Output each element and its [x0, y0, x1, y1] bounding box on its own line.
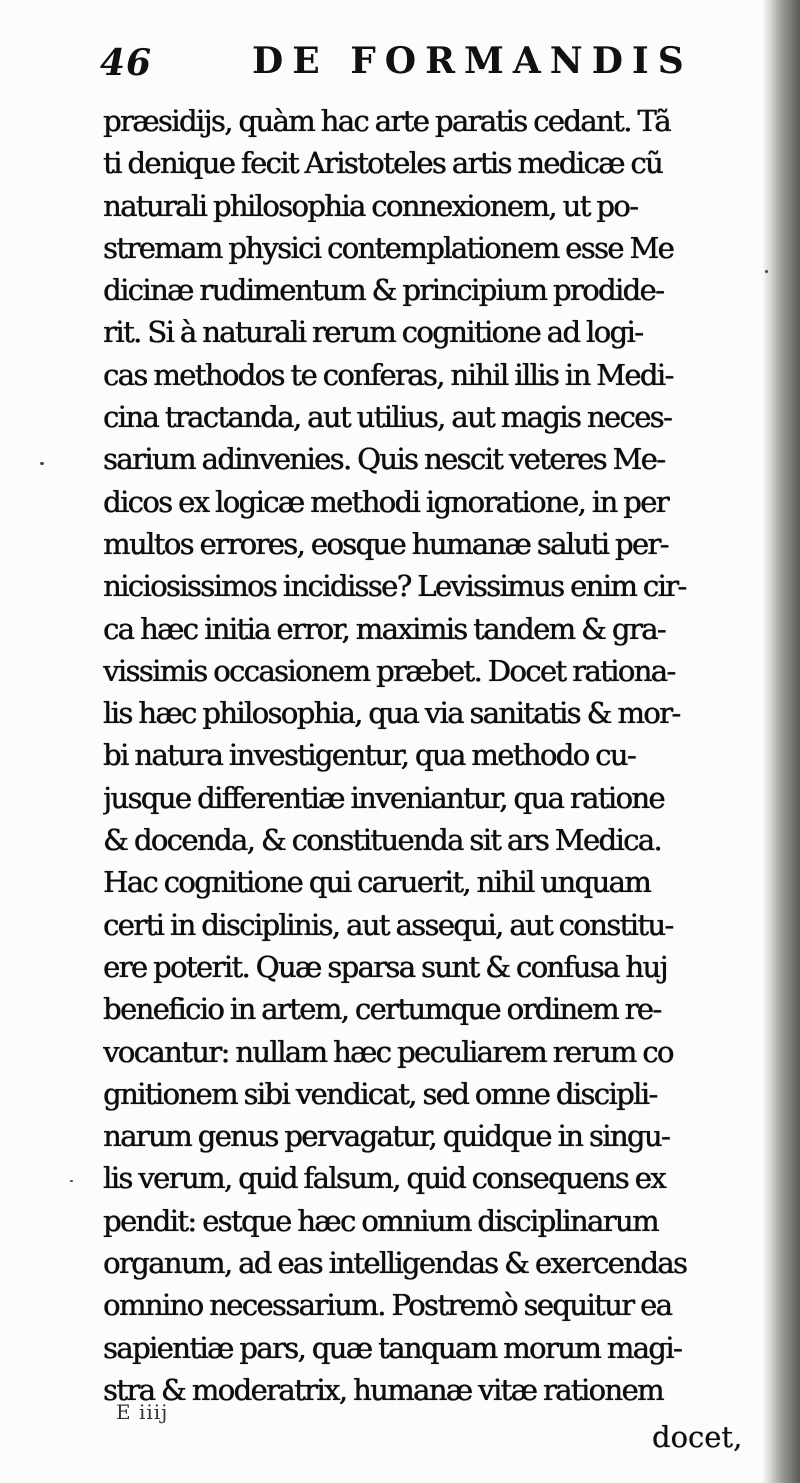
- text-line: bi natura investigentur, qua methodo cu-: [103, 738, 636, 773]
- text-line: sapientiæ pars, quæ tanquam morum magi-: [103, 1330, 682, 1365]
- ink-speck: [40, 462, 44, 465]
- body-text: [103, 100, 771, 1411]
- text-line: pendit: estque hæc omnium disciplinarum: [103, 1203, 658, 1238]
- text-line: vissimis occasionem præbet. Docet rationa-: [103, 653, 675, 688]
- text-line: lis hæc philosophia, qua via sanitatis & mor-: [103, 696, 680, 731]
- text-line: certi in disciplinis, aut assequi, aut constitu-: [103, 907, 673, 942]
- text-line: cina tractanda, aut utilius, aut magis neces-: [103, 400, 672, 435]
- text-line: narum genus pervagatur, quidque in singu-: [103, 1119, 670, 1154]
- page-number: 46: [100, 42, 153, 84]
- text-line: organum, ad eas intelligendas & exercendas: [103, 1246, 687, 1281]
- text-line: gnitionem sibi vendicat, sed omne discipli-: [103, 1076, 657, 1111]
- page-header: [100, 38, 750, 88]
- text-line: ere poterit. Quæ sparsa sunt & confusa huj: [103, 949, 667, 984]
- text-line: multos errores, eosque humanæ saluti per-: [103, 526, 668, 561]
- text-line: dicinæ rudimentum & principium prodide-: [103, 273, 664, 308]
- text-line: sarium adinvenies. Quis nescit veteres Me-: [103, 442, 665, 477]
- text-line: Hac cognitione qui caruerit, nihil unquam: [103, 865, 651, 900]
- text-line: & docenda, & constituenda sit ars Medica.: [103, 823, 662, 858]
- text-line: stra & moderatrix, humanæ vitæ rationem: [103, 1372, 663, 1407]
- text-line: ti denique fecit Aristoteles artis medicæ cũ: [103, 146, 663, 181]
- text-line: vocantur: nullam hæc peculiarem rerum co: [103, 1034, 673, 1069]
- text-line: stremam physici contemplationem esse Me: [103, 230, 674, 265]
- text-line: jusque differentiæ inveniantur, qua ratione: [103, 780, 664, 815]
- running-head: DE FORMANDIS: [252, 40, 693, 82]
- ink-speck: [70, 1180, 73, 1182]
- catchword: docet,: [652, 1420, 743, 1454]
- text-line: dicos ex logicæ methodi ignoratione, in per: [103, 484, 668, 519]
- text-line: cas methodos te conferas, nihil illis in Medi-: [103, 357, 673, 392]
- text-line: lis verum, quid falsum, quid consequens ex: [103, 1161, 665, 1196]
- book-gutter: [770, 0, 800, 1483]
- text-line: niciosissimos incidisse? Levissimus enim cir-: [103, 569, 686, 604]
- text-line: omnino necessarium. Postremò sequitur ea: [103, 1288, 672, 1323]
- text-line: ca hæc initia error, maximis tandem & gra-: [103, 611, 665, 646]
- text-line: rit. Si à naturali rerum cognitione ad logi-: [103, 315, 643, 350]
- text-line: naturali philosophia connexionem, ut po-: [103, 188, 638, 223]
- text-line: beneficio in artem, certumque ordinem re-: [103, 992, 661, 1027]
- signature-mark: E iiij: [116, 1400, 169, 1424]
- text-line: præsidijs, quàm hac arte paratis cedant. Tã: [103, 104, 670, 138]
